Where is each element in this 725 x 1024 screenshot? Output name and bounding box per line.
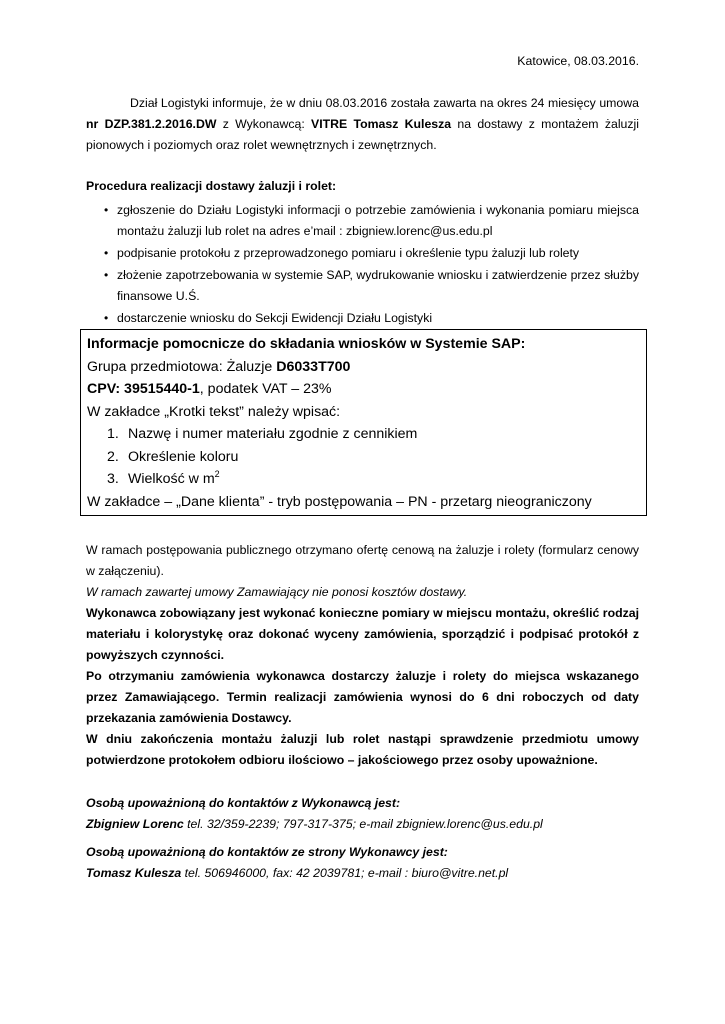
bullet-icon: • — [104, 311, 109, 325]
contract-number: nr DZP.381.2.2016.DW — [86, 117, 217, 131]
contractor-name: VITRE Tomasz Kulesza — [311, 117, 452, 131]
contact-block-university — [86, 793, 639, 835]
step-number: 3. — [107, 471, 119, 487]
list-item — [86, 243, 639, 264]
contact-line — [86, 814, 639, 835]
product-group — [87, 356, 642, 379]
step-number: 2. — [107, 448, 119, 465]
bullet-icon: • — [104, 246, 109, 260]
step-text: Nazwę i numer materiału zgodnie z cennikiem — [127, 426, 418, 442]
intro-text-1: Dział Logistyki informuje, że w dniu 08.03.2016 została zawarta na okres 24 miesięcy umowa — [130, 96, 639, 110]
cpv-code: CPV: 39515440-1 — [87, 381, 200, 397]
list-item-text: dostarczenie wniosku do Sekcji Ewidencji Działu Logistyki — [117, 311, 433, 325]
offer-paragraph: W ramach postępowania publicznego otrzymano ofertę cenową na żaluzje i rolety (formularz cenowy w załączeniu). — [86, 543, 639, 578]
product-group-label: Grupa przedmiotowa: Żaluzje — [87, 358, 277, 375]
list-item — [86, 308, 639, 329]
short-text-steps — [87, 423, 642, 491]
client-data-tab-note: W zakładce – „Dane klienta” - tryb postępowania – PN - przetarg nieograniczony — [87, 493, 592, 510]
intro-text-2: z Wykonawcą: — [216, 117, 312, 131]
completion-terms: W dniu zakończenia montażu żaluzji lub rolet nastąpi sprawdzenie przedmiotu umowy potwierdzone protokołem odbioru ilościowo – jakościowego przez osoby upoważnione. — [86, 732, 639, 767]
step-item — [107, 446, 642, 469]
document-date: Katowice, 08.03.2016. — [517, 54, 639, 68]
list-item — [86, 200, 639, 242]
step-item — [107, 468, 642, 491]
contact-heading: Osobą upoważnioną do kontaktów ze strony Wykonawcy jest: — [86, 845, 448, 859]
contact-block-contractor — [86, 842, 639, 884]
sap-info-box — [80, 329, 647, 516]
procedure-title: Procedura realizacji dostawy żaluzji i rolet: — [86, 179, 337, 193]
step-number: 1. — [107, 426, 119, 442]
terms-section — [86, 540, 639, 771]
procedure-list — [86, 200, 639, 330]
info-box-title: Informacje pomocnicze do składania wniosków w Systemie SAP: — [87, 336, 526, 352]
delivery-terms: Po otrzymaniu zamówienia wykonawca dostarczy żaluzje i rolety do miejsca wskazanego przez Zamawiającego. Termin realizacji zamówienia wynosi do 6 dni roboczych od daty przekazania zamówienia Dostawcy. — [86, 669, 639, 725]
bullet-icon: • — [104, 268, 109, 282]
step-item — [107, 423, 642, 446]
product-group-code: D6033T700 — [276, 358, 351, 375]
step-text: Określenie koloru — [127, 448, 239, 465]
list-item-text: podpisanie protokołu z przeprowadzonego pomiaru i określenie typu żaluzji lub rolety — [117, 246, 580, 260]
list-item-text: zgłoszenie do Działu Logistyki informacji o potrzebie zamówienia i wykonania pomiaru miejsca montażu żaluzji lub rolet na adres e’mail : zbigniew.lorenc@us.edu.pl — [117, 203, 639, 238]
delivery-cost-note: W ramach zawartej umowy Zamawiający nie ponosi kosztów dostawy. — [86, 585, 468, 599]
contact-details: tel. 506946000, fax: 42 2039781; e-mail : biuro@vitre.net.pl — [181, 866, 509, 880]
list-item-text: złożenie zapotrzebowania w systemie SAP, wydrukowanie wniosku i zatwierdzenie przez służby finansowe U.Ś. — [117, 268, 639, 303]
contact-heading: Osobą upoważnioną do kontaktów z Wykonawcą jest: — [86, 796, 401, 810]
contact-line — [86, 863, 639, 884]
short-text-tab-note: W zakładce „Krotki tekst” należy wpisać: — [87, 403, 341, 420]
superscript: 2 — [214, 469, 220, 479]
contact-details: tel. 32/359-2239; 797-317-375; e-mail zbigniew.lorenc@us.edu.pl — [183, 817, 543, 831]
intro-text-3: na dostawy z montażem żaluzji pionowych i poziomych oraz rolet wewnętrznych i zewnętrznych. — [86, 117, 639, 152]
intro-paragraph — [86, 93, 639, 156]
list-item — [86, 265, 639, 307]
cpv-line — [87, 378, 642, 401]
contractor-obligation: Wykonawca zobowiązany jest wykonać konieczne pomiary w miejscu montażu, określić rodzaj materiału i kolorystykę oraz dokonać wyceny zamówienia, sporządzić i podpisać protokół z powyższych czynności. — [86, 606, 639, 662]
bullet-icon: • — [104, 203, 109, 217]
vat-info: , podatek VAT – 23% — [199, 381, 332, 397]
step-text: Wielkość w m — [127, 471, 215, 487]
contact-name: Zbigniew Lorenc — [86, 817, 184, 831]
contact-name: Tomasz Kulesza — [86, 866, 182, 880]
